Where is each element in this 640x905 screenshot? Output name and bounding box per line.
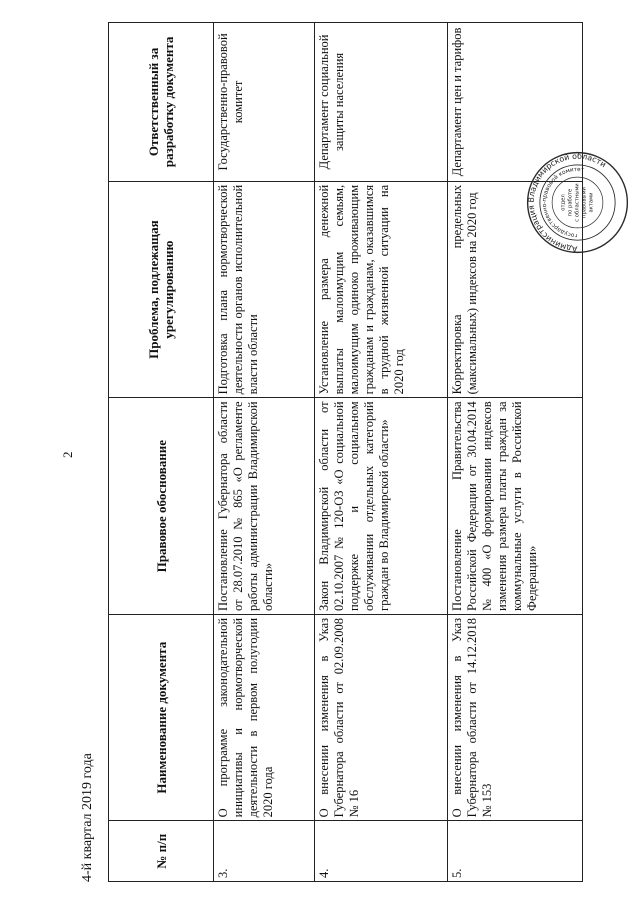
row-responsible: Департамент цен и тарифов (448, 23, 583, 182)
stamp-line: актами (588, 192, 595, 213)
row-name: О программе законодательной инициативы и нормотворческой деятельности в первом полугодии 2020 года (214, 614, 315, 820)
header-num: № п/п (109, 821, 214, 882)
stamp-line: с областными (574, 183, 581, 222)
row-name: О внесении изменения в Указ Губернатора области от 02.09.2008 № 16 (315, 614, 448, 820)
row-basis: Постановление Правительства Российской Федерации от 30.04.2014 № 400 «О формировании индексов изменения размера платы граждан за коммунальные услуги в Российской Федерации» (448, 398, 583, 615)
official-stamp (525, 150, 630, 255)
table-row (315, 23, 448, 882)
row-basis: Закон Владимирской области от 02.10.2007 № 120-ОЗ «О социальной поддержке и социальном обслуживании отдельных категорий граждан во Владимирской области» (315, 398, 448, 615)
quarter-heading: 4-й квартал 2019 года (80, 753, 95, 882)
stamp-line: по работе (567, 188, 574, 217)
stamp-line: правовыми (581, 187, 588, 218)
row-problem: Подготовка плана нормотворческой деятельности органов исполнительной власти области (214, 181, 315, 398)
header-name: Наименование документа (109, 614, 214, 820)
row-problem: Корректировка предельных (максимальных) индексов на 2020 год (448, 181, 583, 398)
stamp-ring-text: государственно-правовой комитет (541, 166, 585, 239)
row-name: О внесении изменения в Указ Губернатора области от 14.12.2018 № 153 (448, 614, 583, 820)
stamp-outer-text: Администрация Владимирской области (526, 151, 608, 254)
plan-table (108, 22, 583, 882)
page-number: 2 (60, 451, 75, 458)
table-row (214, 23, 315, 882)
row-responsible: Государственно-правовой комитет (214, 23, 315, 182)
header-responsible: Ответственный за разработку документа (109, 23, 214, 182)
row-basis: Постановление Губернатора области от 28.07.2010 № 865 «О регламенте работы администрации Владимирской области» (214, 398, 315, 615)
row-num: 5. (448, 821, 583, 882)
row-num: 3. (214, 821, 315, 882)
row-num: 4. (315, 821, 448, 882)
header-problem: Проблема, подлежащая урегулированию (109, 181, 214, 398)
header-basis: Правовое обоснование (109, 398, 214, 615)
stamp-line: отдел (560, 194, 567, 211)
table-header-row (109, 23, 214, 882)
row-responsible: Департамент социальной защиты населения (315, 23, 448, 182)
row-problem: Установление размера денежной выплаты малоимущим семьям, малоимущим одиноко проживающим гражданам и гражданам, оказавшимся в трудной жизненной ситуации на 2020 год (315, 181, 448, 398)
